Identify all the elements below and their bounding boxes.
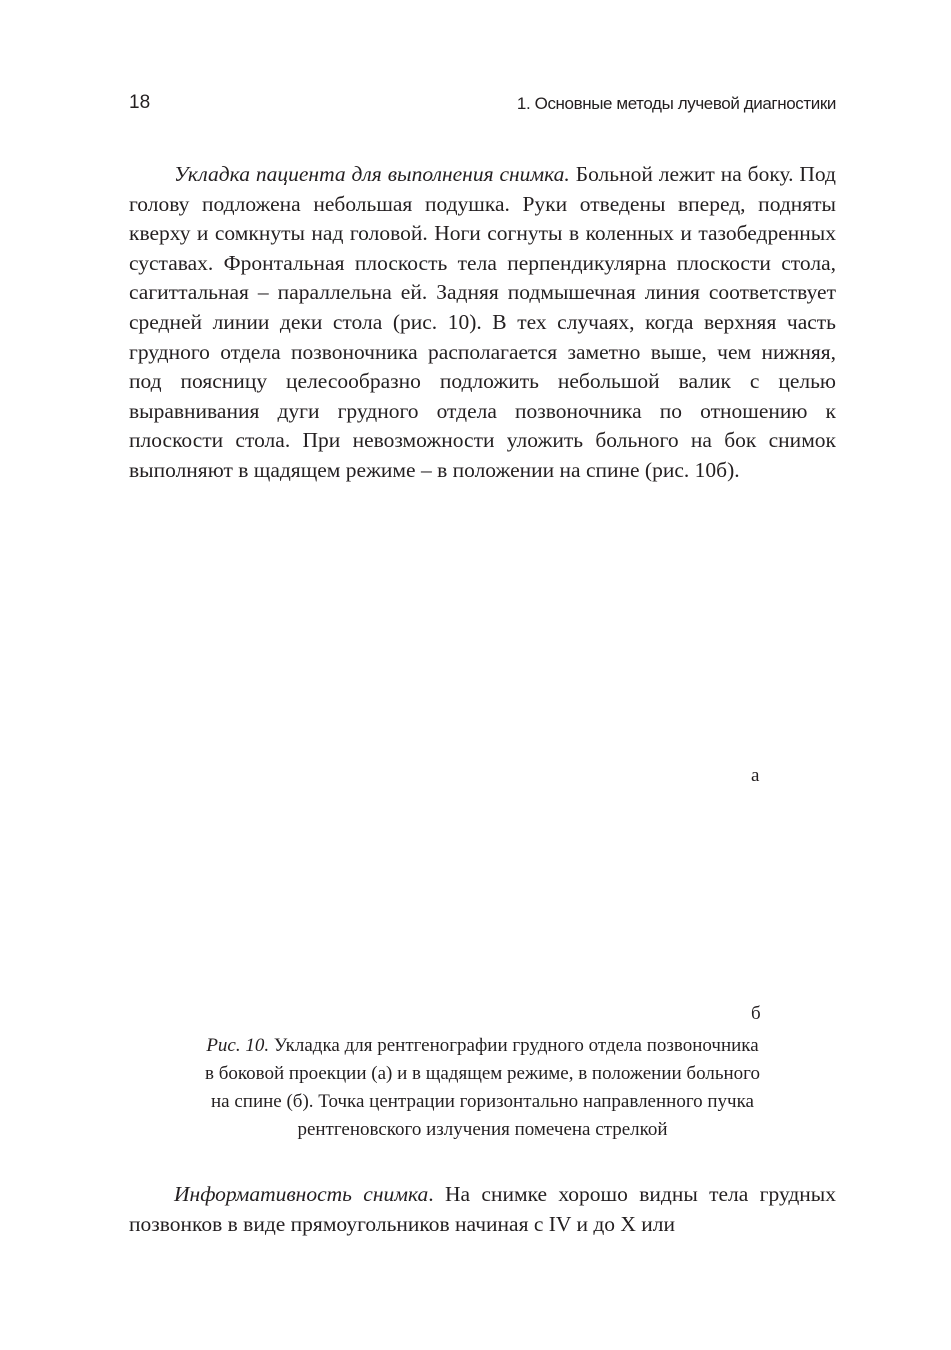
- paragraph-lead-informativeness: Информативность снимка: [174, 1182, 429, 1206]
- paragraph-body-informativeness: . На снимке хорошо видны тела грудных позвонков в виде прямоугольников начиная с IV и до X или: [129, 1182, 837, 1236]
- figure-label-b: б: [751, 1003, 761, 1024]
- paragraph-body-positioning: Больной лежит на боку. Под голову подложена небольшая подушка. Руки отведены вперед, подняты кверху и сомкнуты над головой. Ноги согнуты в коленных и тазобедренных суставах. Фронтальная плоскость тела перпендикулярна плоскости стола, сагиттальная – параллельна ей. Задняя подмышечная линия соответствует средней линии деки стола (рис. 10). В тех случаях, когда верхняя часть грудного отдела позвоночника располагается заметно выше, чем нижняя, под поясницу целесообразно подложить небольшой валик с целью выравнивания дуги грудного отдела позвоночника по отношению к плоскости стола. При невозможности уложить больного на бок снимок выполняют в щадящем режиме – в положении на спине (рис. 10б).: [129, 162, 836, 482]
- paragraph-lead-positioning: Укладка пациента для выполнения снимка.: [174, 162, 570, 186]
- paragraph-informativeness: [129, 1180, 836, 1239]
- figure-caption: [129, 1032, 836, 1144]
- caption-line-3: на спине (б). Точка центрации горизонтально направленного пучка: [211, 1091, 754, 1112]
- paragraph-patient-positioning: [129, 160, 836, 486]
- figure-label-a: а: [751, 765, 760, 786]
- caption-line-2: в боковой проекции (а) и в щадящем режиме, в положении больного: [205, 1063, 760, 1084]
- page-header: [129, 92, 836, 120]
- running-title: 1. Основные методы лучевой диагностики: [516, 94, 836, 113]
- caption-line-1: [129, 1032, 836, 1060]
- page-number: 18: [129, 92, 151, 113]
- caption-line-1-text: Укладка для рентгенографии грудного отдела позвоночника: [269, 1035, 759, 1056]
- caption-lead: Рис. 10.: [206, 1035, 270, 1056]
- caption-line-4: рентгеновского излучения помечена стрелкой: [297, 1119, 668, 1140]
